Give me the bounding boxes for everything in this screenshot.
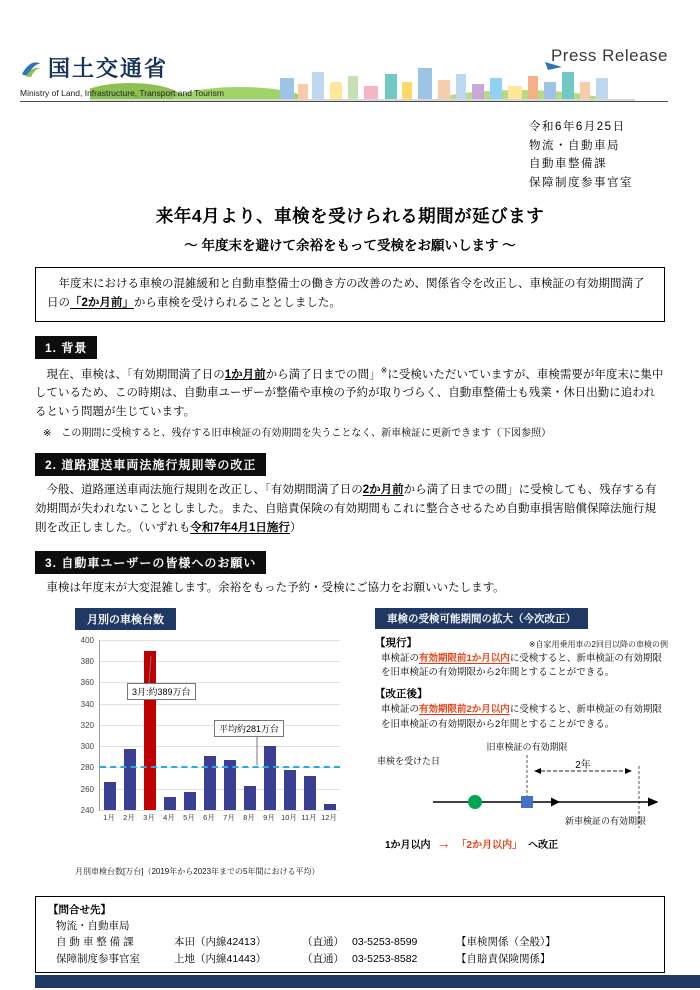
- contact-row: [56, 951, 652, 967]
- contact-dept: 保障制度参事官室: [56, 952, 140, 965]
- y-tick-label: 360: [80, 678, 94, 688]
- contact-phone: 03-5253-8599: [352, 936, 418, 949]
- contact-phone: 03-5253-8582: [352, 952, 418, 965]
- y-tick-label: 380: [80, 657, 94, 667]
- x-tick-label: 5月: [183, 812, 195, 822]
- revised-label: 【改正後】: [375, 688, 428, 701]
- contact-bureau: 物流・自動車局: [56, 920, 130, 933]
- contact-category: 【自賠責保険関係】: [456, 952, 551, 965]
- monthly-inspection-chart: [75, 608, 375, 886]
- average-annotation: 平均約281万台: [214, 720, 284, 737]
- mlit-logo-icon: [20, 57, 42, 79]
- x-tick-label: 9月: [263, 812, 275, 822]
- x-tick-label: 10月: [281, 812, 297, 822]
- x-tick-label: 2月: [123, 812, 135, 822]
- text-segment: に受検いただいていますが、車検需要が年度末に集中しているため、この時期は、自動車ユーザーが整備や車検の予約が取りづらく、自動車整備士も残業・休日出勤に追われるという問題が生じています。: [35, 368, 664, 418]
- gridline: [100, 704, 340, 705]
- text-segment: から車検を受けられることとしました。: [133, 297, 341, 310]
- contact-dept: 自 動 車 整 備 課: [56, 936, 134, 949]
- page-title: 来年4月より、車検を受けられる期間が延びます: [155, 205, 545, 226]
- after-period-label: 「2か月以内」: [456, 839, 523, 851]
- page-subtitle: ～ 年度末を避けて余裕をもって受検をお願いします ～: [184, 237, 516, 253]
- bar-4月: [164, 797, 176, 810]
- new-expiry-label: 新車検証の有効期限: [564, 815, 646, 826]
- contact-person: 本田（内線42413）: [174, 936, 267, 949]
- contact-person: 上地（内線41443）: [174, 952, 267, 965]
- text-segment: 1か月前: [224, 368, 266, 381]
- text-segment: に受検すると、新車検証の有効期限を旧車検証の有効期限から2年間とすることができる。: [381, 652, 662, 679]
- chart-y-axis: [75, 635, 97, 815]
- section1-heading: 1. 背景: [35, 336, 97, 359]
- before-period-label: 1か月以内: [385, 839, 431, 851]
- x-tick-label: 3月: [143, 812, 155, 822]
- gridline: [100, 746, 340, 747]
- inspection-day-label: 車検を受けた日: [377, 755, 441, 766]
- march-annotation: 3月:約389万台: [127, 683, 196, 700]
- x-tick-label: 7月: [223, 812, 235, 822]
- x-tick-label: 1月: [103, 812, 115, 822]
- inspection-period-panel: [375, 608, 668, 886]
- section1-body: [35, 364, 665, 422]
- text-segment: 現在、車検は、「有効期間満了日の: [35, 368, 225, 381]
- list-line: 物流・自動車局: [529, 139, 620, 152]
- text-segment: から満了日までの間」: [265, 368, 381, 381]
- figures-row: [35, 608, 668, 886]
- summary-box: [35, 267, 665, 322]
- text-segment: ※: [380, 365, 388, 375]
- y-tick-label: 240: [80, 805, 94, 815]
- old-expiry-label: 旧車検証の有効期限: [486, 741, 568, 752]
- date-block: [35, 118, 665, 193]
- contact-direct-label: （直通）: [302, 936, 344, 949]
- text-segment: 有効期限前1か月以内: [419, 652, 510, 664]
- text-segment: 有効期限前2か月以内: [419, 704, 510, 716]
- text-segment: ）: [289, 521, 302, 534]
- x-tick-label: 11月: [301, 812, 317, 822]
- header: [0, 0, 700, 106]
- header-divider: [20, 101, 668, 102]
- revised-body: [381, 703, 668, 732]
- panel-note: ※自家用乗用車の2回目以降の車検の例: [528, 639, 668, 649]
- contact-rows: [48, 934, 652, 967]
- bar-11月: [304, 776, 316, 810]
- text-segment: に受検すると、新車検証の有効期限を旧車検証の有効期限から2年間とすることができる。: [381, 704, 662, 730]
- current-body: [381, 652, 668, 681]
- ministry-logo: [20, 52, 168, 83]
- list-line: 自動車整備課: [529, 158, 607, 171]
- footer-bar: [35, 975, 700, 988]
- change-arrow-icon: →: [436, 835, 451, 852]
- bar-12月: [324, 804, 336, 809]
- list-line: 令和6年6月25日: [529, 121, 626, 133]
- contact-direct-label: （直通）: [302, 952, 344, 965]
- section2-heading: 2. 道路運送車両法施行規則等の改正: [35, 453, 266, 476]
- chart-title: 月別の車検台数: [75, 608, 176, 630]
- text-segment: 令和7年4月1日施行: [190, 521, 290, 534]
- bar-9月: [264, 746, 276, 810]
- text-segment: 年度末における車検の混雑緩和と自動車整備士の働き方の改善のため、関係省令を改正し、車検証の有効期間満了日の: [47, 277, 645, 310]
- section3-heading: 3. 自動車ユーザーの皆様へのお願い: [35, 551, 266, 574]
- contact-heading: 【問合せ先】: [48, 903, 111, 916]
- y-tick-label: 260: [80, 784, 94, 794]
- text-segment: 車検証の: [381, 652, 420, 664]
- bar-2月: [124, 749, 136, 810]
- chart-area: [75, 635, 375, 840]
- after-suffix-label: へ改正: [528, 839, 559, 851]
- chart-caption: 月別車検台数[万台]（2019年から2023年までの5年間における平均）: [75, 866, 320, 876]
- x-tick-label: 12月: [321, 812, 337, 822]
- y-tick-label: 340: [80, 699, 94, 709]
- gridline: [100, 661, 340, 662]
- x-tick-label: 6月: [203, 812, 215, 822]
- two-years-label: 2年: [575, 759, 591, 771]
- y-tick-label: 280: [80, 763, 94, 773]
- text-segment: から満了日までの間」に受検しても、残存する有効期間が失われないこととしました。また、自賠責保険の有効期間もこれに整合させるため自動車損害賠償保障法施行規則を改正しました。（いずれも: [35, 484, 657, 534]
- ministry-name-en: Ministry of Land, Infrastructure, Transport and Tourism: [20, 88, 224, 98]
- text-segment: 今般、道路運送車両法施行規則を改正し、「有効期間満了日の: [35, 484, 363, 497]
- x-tick-label: 4月: [163, 812, 175, 822]
- text-segment: 車検は年度末が大変混雑します。余裕をもった予約・受検にご協力をお願いいたします。: [35, 582, 505, 595]
- bar-8月: [244, 786, 256, 809]
- average-line: [100, 766, 340, 768]
- gridline: [100, 640, 340, 641]
- text-segment: 車検証の: [381, 704, 420, 716]
- ministry-name-ja: 国土交通省: [48, 56, 169, 81]
- contact-category: 【車検関係（全般）】: [456, 936, 556, 949]
- revision-note-row: [385, 836, 558, 851]
- bar-3月: [144, 651, 156, 809]
- current-label: 【現行】: [375, 636, 417, 649]
- contact-row: [56, 934, 652, 950]
- bar-1月: [104, 782, 116, 810]
- list-line: 保障制度参事官室: [529, 176, 633, 189]
- contact-box: [35, 896, 665, 973]
- section2-body: [35, 481, 665, 537]
- text-segment: 「2か月前」: [70, 297, 134, 310]
- section1-note: ※ この期間に受検すると、残存する旧車検証の有効期間を失うことなく、新車検証に更新できます（下図参照）: [43, 428, 552, 440]
- bar-10月: [284, 770, 296, 809]
- date-lines: [529, 118, 633, 193]
- press-release-label: Press Release: [550, 46, 668, 65]
- y-tick-label: 320: [80, 720, 94, 730]
- current-header-row: [375, 635, 668, 650]
- chart-x-axis: [99, 812, 339, 824]
- x-tick-label: 8月: [243, 812, 255, 822]
- bar-6月: [204, 756, 216, 810]
- bar-5月: [184, 792, 196, 810]
- y-tick-label: 400: [80, 635, 94, 645]
- panel-title: 車検の受検可能期間の拡大（今次改正）: [375, 608, 588, 629]
- timeline-diagram: [375, 740, 668, 860]
- text-segment: 2か月前: [362, 484, 404, 497]
- y-tick-label: 300: [80, 742, 94, 752]
- section3-body: [35, 579, 665, 598]
- gridline: [100, 810, 340, 811]
